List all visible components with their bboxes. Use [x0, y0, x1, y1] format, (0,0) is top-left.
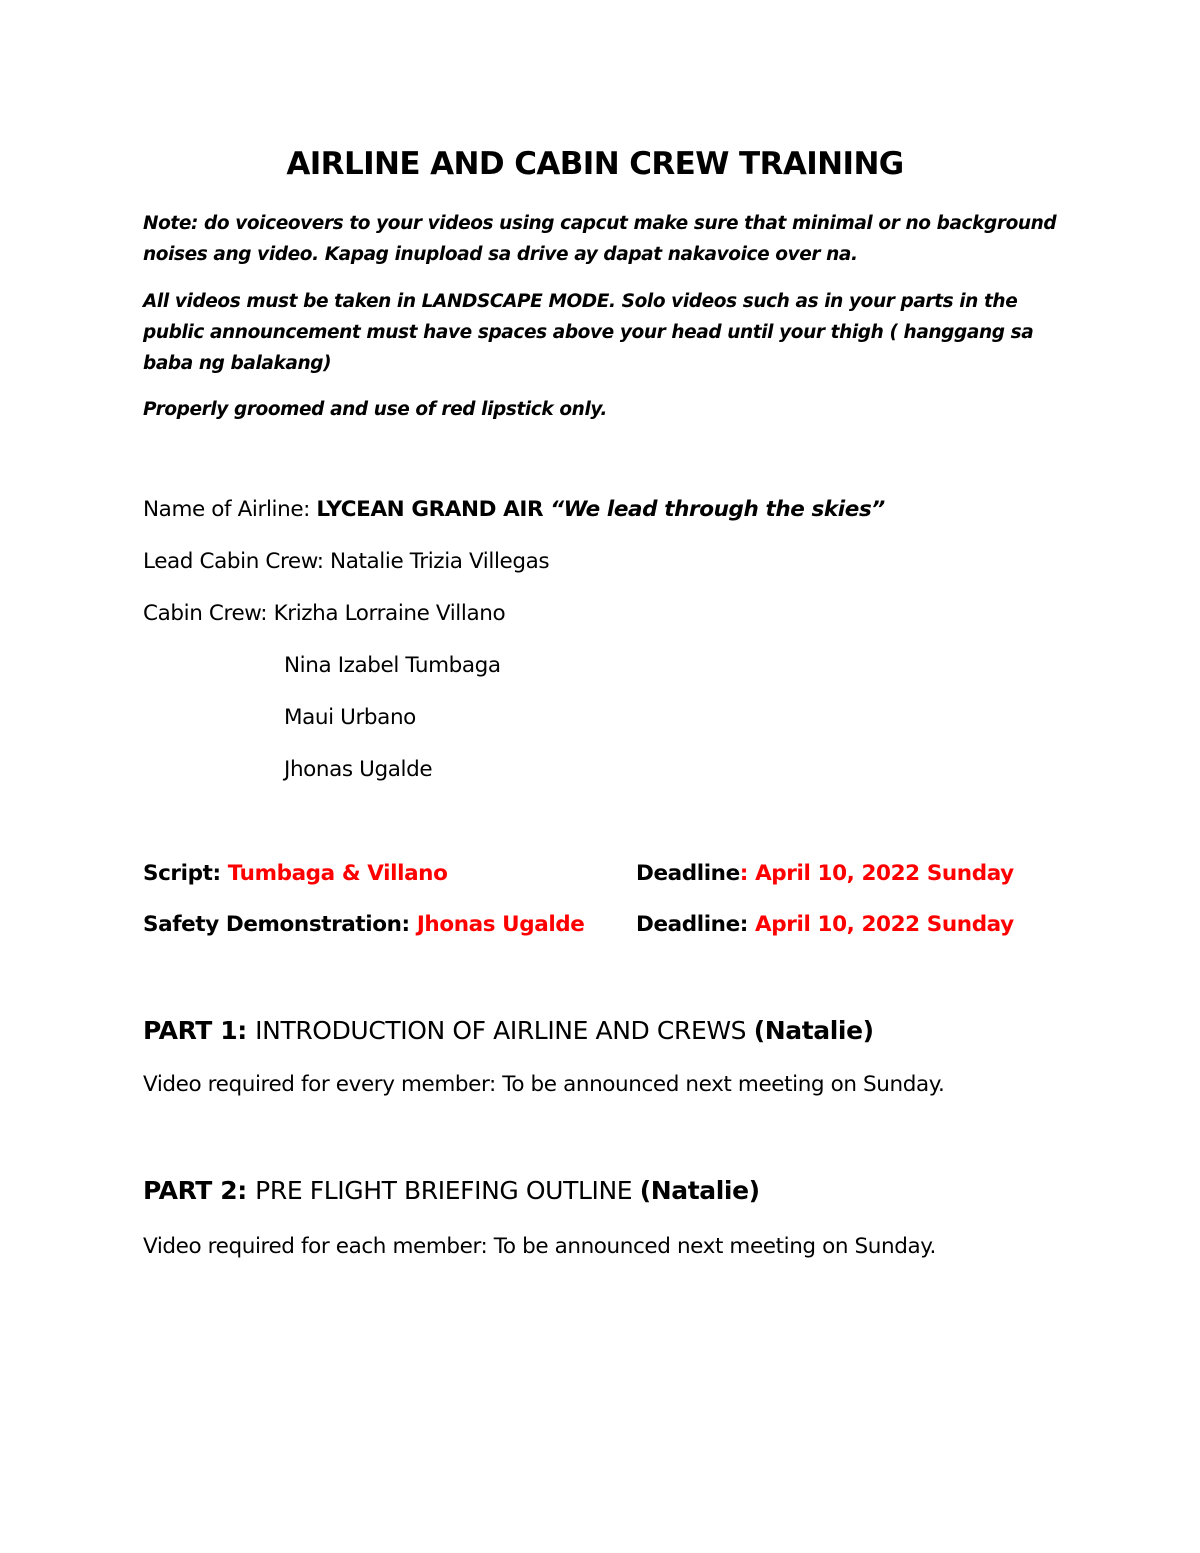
part-owner: (Natalie) — [639, 1176, 760, 1205]
lead-crew-line — [143, 549, 549, 574]
document-title: AIRLINE AND CABIN CREW TRAINING — [286, 146, 904, 182]
part-1-text: Video required for every member: To be announced next meeting on Sunday. — [143, 1072, 945, 1097]
lead-crew-name: Natalie Trizia Villegas — [330, 549, 550, 574]
note-voiceover: Note: do voiceovers to your videos using capcut make sure that minimal or no background noises ang video. Kapag inupload sa drive ay dapat nakavoice over na. — [143, 213, 1057, 265]
airline-line — [143, 497, 885, 522]
part-label: PART 2: — [143, 1176, 256, 1205]
deadline-colon: : — [739, 861, 756, 886]
cabin-crew-member: Jhonas Ugalde — [284, 757, 433, 782]
assignment-label: Safety Demonstration: — [143, 912, 417, 937]
deadline-date: April 10, 2022 Sunday — [755, 861, 1014, 886]
cabin-crew-member: Nina Izabel Tumbaga — [284, 653, 501, 678]
deadline-label: Deadline: — [636, 912, 756, 937]
note-landscape: All videos must be taken in LANDSCAPE MODE. Solo videos such as in your parts in the public announcement must have spaces above your head until your thigh ( hanggang sa baba ng balakang) — [143, 291, 1034, 374]
part-1-heading — [143, 1016, 874, 1045]
airline-name: LYCEAN GRAND AIR — [316, 497, 551, 522]
assignment-assignee: Jhonas Ugalde — [416, 912, 585, 937]
deadline-date: April 10, 2022 Sunday — [755, 912, 1014, 937]
deadline-label: Deadline — [636, 861, 740, 886]
cabin-crew-line — [143, 601, 505, 626]
airline-slogan: “We lead through the skies” — [550, 497, 885, 522]
part-title: INTRODUCTION OF AIRLINE AND CREWS — [255, 1016, 754, 1045]
part-owner: (Natalie) — [753, 1016, 874, 1045]
cabin-crew-label: Cabin Crew: — [143, 601, 274, 626]
part-label: PART 1: — [143, 1016, 256, 1045]
assignment-safety-demo — [143, 912, 584, 937]
deadline-safety-demo — [636, 912, 1014, 937]
note-grooming: Properly groomed and use of red lipstick only. — [143, 399, 607, 420]
assignment-label: Script: — [143, 861, 228, 886]
part-title: PRE FLIGHT BRIEFING OUTLINE — [255, 1176, 640, 1205]
assignment-assignee: Tumbaga & Villano — [227, 861, 448, 886]
cabin-crew-member: Maui Urbano — [284, 705, 416, 730]
part-2-text: Video required for each member: To be announced next meeting on Sunday. — [143, 1234, 936, 1259]
cabin-crew-member: Krizha Lorraine Villano — [273, 601, 506, 626]
assignment-script — [143, 861, 447, 886]
airline-label: Name of Airline: — [143, 497, 317, 522]
lead-crew-label: Lead Cabin Crew: — [143, 549, 331, 574]
deadline-script — [636, 861, 1014, 886]
part-2-heading — [143, 1176, 760, 1205]
